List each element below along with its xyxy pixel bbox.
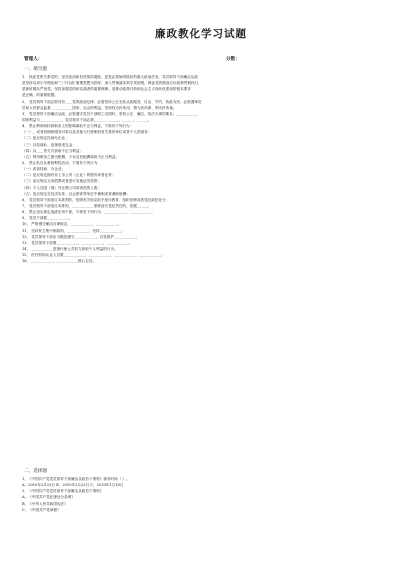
text-line: （四）以____等方式获取不正当利益； bbox=[22, 148, 84, 153]
text-line: 5、 禁止私自从事营利性活动，不准有下列行为： bbox=[22, 160, 101, 165]
text-line: （三）以权谋私、违规收受礼金； bbox=[22, 142, 76, 147]
text-line: 2、《中国共产党党员领导干部廉洁从政若干准则》 bbox=[22, 489, 104, 494]
text-line: 国家利益与____________，党员领导干部必需______、______、______、______。 bbox=[22, 117, 152, 122]
text-line: 13、 党员领导干部要____________，____________，____________。 bbox=[22, 240, 132, 245]
text-line: 4、 禁止利用职权和职务上的影响谋取不正当利益，不准有下列行为： bbox=[22, 124, 134, 129]
text-line: （二）违反规定经商办企业； bbox=[22, 136, 69, 141]
document-title: 廉政教化学习试题 bbox=[155, 28, 247, 40]
text-line: （三）违反规定买卖股票或者进行其他证券投资； bbox=[22, 179, 102, 184]
text-line: 7、 党员领导干部违反本准则，____________需要追究党纪责任的，依据______。 bbox=[22, 203, 152, 208]
document-page bbox=[20, 0, 382, 566]
text-line: 1、《中国共产党党员领导干部廉洁从政若干准则》颁布时间（ ）。 bbox=[22, 477, 130, 481]
text-line: C、《中国共产党章程》 bbox=[22, 507, 61, 512]
text-line: 2、 党员领导干部必需具有____党的政治纪律，必需坚持公正无私从政服务，自洁、节约、执政为民，必需遵章党 bbox=[22, 99, 202, 104]
text-line: 14、 ____________是指行使公共权力获取个人利益的行为。 bbox=[22, 246, 118, 251]
text-line: A、《中国共产党纪律处分条例》 bbox=[22, 495, 75, 500]
text-line: 是坚持以邓小平理论和“三个代表”重要思想为指导，深入贯彻落实科学发展观，保证党的路途方针政策贯彻执行， bbox=[22, 81, 202, 86]
text-line: （一）、或者管理和服务对象以及其他与行使职权有关系的单位或者个人的财务； bbox=[22, 130, 152, 135]
text-line: A、2010年2月23日 B、2010年2月23日 C、2010年1月18日 bbox=[22, 483, 124, 488]
text-line: B、《中华人民共和国宪法》 bbox=[22, 501, 68, 506]
text-line: 15、 医疗机构从业人员要____________，____________，____________，____________。 bbox=[22, 253, 165, 258]
section-fill-blank-title: 一、填空题 bbox=[24, 67, 47, 72]
choice-questions bbox=[22, 476, 382, 513]
name-label: 管理人： bbox=[24, 57, 43, 62]
text-line: 16、 ____________、____________核心会员。 bbox=[22, 259, 96, 264]
text-line: 是新时期从严治党，坚持加强党的和实践者的重要保障。是推动改革开放和社会主义现代化建设的根本要求 bbox=[22, 87, 191, 92]
text-line: （二）违反规定拥有非上市公司（企业）的股份或者证券； bbox=[22, 173, 116, 178]
text-line: 10、 严格遵守廉洁自律规定，____________，____________。 bbox=[22, 222, 122, 227]
text-line: 员和人民群众监督____________国家、社会的利益，坚持权为民所用、情为民所系、利为民所谋。 bbox=[22, 105, 177, 110]
text-line: （四）个人在国（境）外注册公司或者投资入股； bbox=[22, 185, 102, 190]
text-line: 3、 党员领导干部廉洁从政，必需遵守党员干部职工出国时，坚持公正、廉洁、依法办事的要求。____________ bbox=[22, 111, 198, 116]
text-line: （五）利用职务之便为配偶、子女及其配偶谋取不正当利益； bbox=[22, 154, 120, 159]
text-line: 11、 坚持民主集中制原则，____________；坚持____________。 bbox=[22, 228, 125, 233]
text-line: 6、 党员领导干部违反本准则的，依照有关规定给予批评教育、组织处理或者党纪政纪处分； bbox=[22, 197, 170, 202]
text-line: 9、 党员干部要____________。 bbox=[22, 216, 73, 221]
fill-blank-questions bbox=[22, 74, 382, 264]
text-line: （一）或者经商、办企业； bbox=[22, 167, 66, 172]
text-line: 1、 执政党的关系党的，坚决惩治和有效预防腐败，是党必需始终抓好的重大政治任务。党员领导干部廉洁从政 bbox=[22, 75, 198, 79]
text-line: 8、 禁止违反规定选拔任用干部，不准有下列行为：____________、____________。 bbox=[22, 210, 155, 215]
text-line: （五）违反规定在经济实体、社会团体等单位中兼职或者兼职取酬； bbox=[22, 191, 130, 196]
score-label: 分数： bbox=[226, 57, 240, 62]
section-choice-title: 二、选择题 bbox=[24, 469, 47, 474]
text-line: 12、 党员领导干部应当模范遵守____________，自觉维护____________。 bbox=[22, 234, 140, 239]
text-line: 是正确、的重要根据。 bbox=[22, 93, 58, 98]
